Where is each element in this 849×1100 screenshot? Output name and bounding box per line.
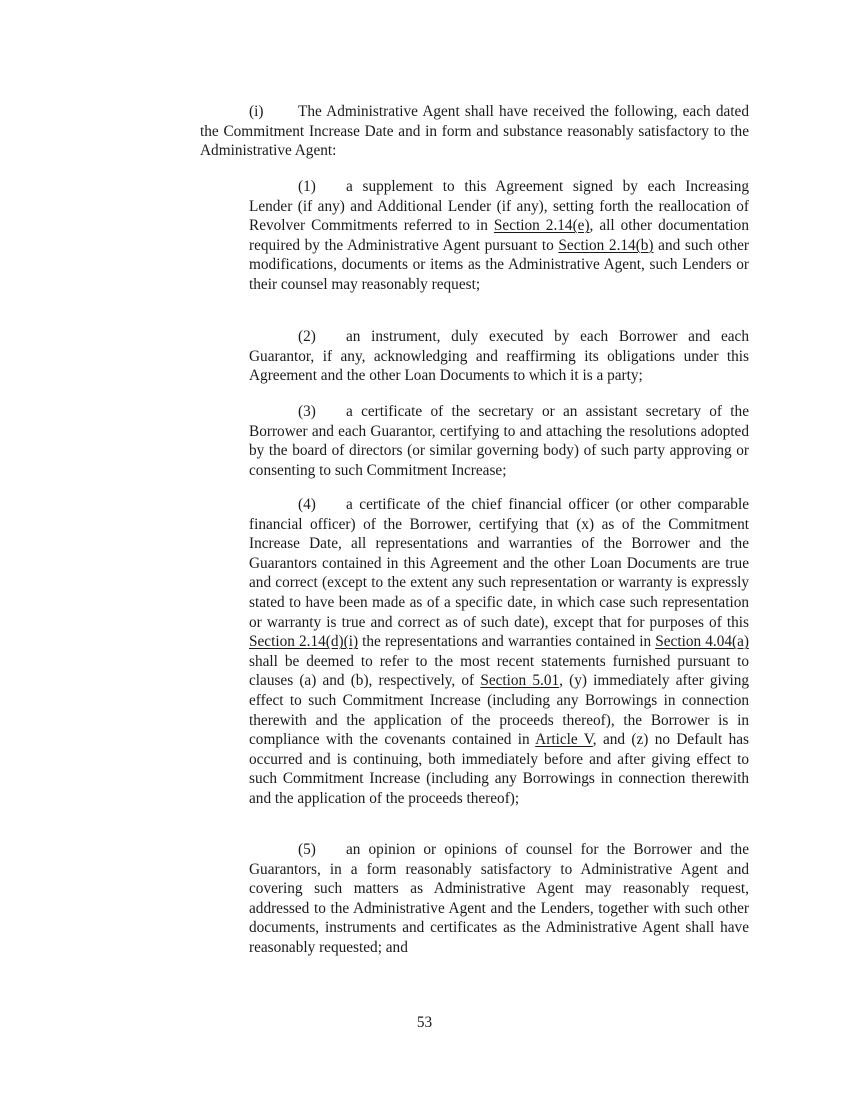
item-1-paragraph <box>249 177 749 295</box>
section-reference: Section 4.04(a) <box>655 633 749 651</box>
item-3-number: (3) <box>298 403 316 420</box>
page-number: 53 <box>416 1014 433 1031</box>
section-reference: Section 5.01 <box>480 672 560 690</box>
item-4-text-c: shall be deemed to refer to the most recent statements furnished pursuant to clauses (a) and (b), respectively, of <box>249 652 749 690</box>
item-2-text: an instrument, duly executed by each Borrower and each Guarantor, if any, acknowledging and reaffirming its obligations under this Agreement and the other Loan Documents to which it is a party; <box>249 328 749 385</box>
item-5-number: (5) <box>298 841 316 858</box>
item-1-text-a: a supplement to this Agreement signed by each Increasing Lender (if any) and Additional Lender (if any), setting forth the reallocation of Revolver Commitments referred to in <box>249 178 749 235</box>
item-5-text: an opinion or opinions of counsel for the Borrower and the Guarantors, in a form reasonably satisfactory to Administrative Agent and covering such matters as Administrative Agent may reasonably request, addressed to the Administrative Agent and the Lenders, together with such other documents, instruments and certificates as the Administrative Agent shall have reasonably requested; and <box>249 841 749 956</box>
item-2-paragraph <box>249 327 749 386</box>
article-reference: Article V <box>535 731 593 749</box>
item-2-number: (2) <box>298 328 316 345</box>
item-5-paragraph <box>249 840 749 958</box>
condition-i-text: The Administrative Agent shall have received the following, each dated the Commitment Increase Date and in form and substance reasonably satisfactory to the Administrative Agent: <box>200 103 749 160</box>
item-1-text-c: and such other modifications, documents or items as the Administrative Agent, such Lenders or their counsel may reasonably request; <box>249 236 749 293</box>
item-3-text: a certificate of the secretary or an assistant secretary of the Borrower and each Guarantor, certifying to and attaching the resolutions adopted by the board of directors (or similar governing body) of such party approving or consenting to such Commitment Increase; <box>249 403 749 479</box>
item-1-number: (1) <box>298 178 316 195</box>
section-reference: Section 2.14(e) <box>493 217 590 235</box>
item-1-text-b: , all other documentation required by the Administrative Agent pursuant to <box>249 217 749 254</box>
section-reference: Section 2.14(d)(i) <box>249 633 359 651</box>
condition-i-paragraph <box>200 102 749 161</box>
item-3-paragraph <box>249 402 749 480</box>
item-4-text-e: , and (z) no Default has occurred and is continuing, both immediately before and after giving effect to such Commitment Increase (including any Borrowings in connection therewith and the application of the proceeds thereof); <box>249 731 749 807</box>
item-4-text-a: a certificate of the chief financial officer (or other comparable financial officer) of the Borrower, certifying that (x) as of the Commitment Increase Date, all representations and warranties of the Borrower and the Guarantors contained in this Agreement and the other Loan Documents are true and correct (except to the extent any such representation or warranty is expressly stated to have been made as of a specific date, in which case such representation or warranty is true and correct as of such date), except that for purposes of this <box>249 496 749 631</box>
item-4-text-b: the representations and warranties contained in <box>358 633 656 651</box>
item-4-text-d: , (y) immediately after giving effect to such Commitment Increase (including any Borrowings in connection therewith and the application of the proceeds thereof), the Borrower is in compliance with the covenants contained in <box>249 672 749 749</box>
item-4-number: (4) <box>298 496 316 513</box>
item-4-paragraph <box>249 495 749 809</box>
condition-i-number: (i) <box>249 103 264 120</box>
section-reference: Section 2.14(b) <box>558 236 654 254</box>
